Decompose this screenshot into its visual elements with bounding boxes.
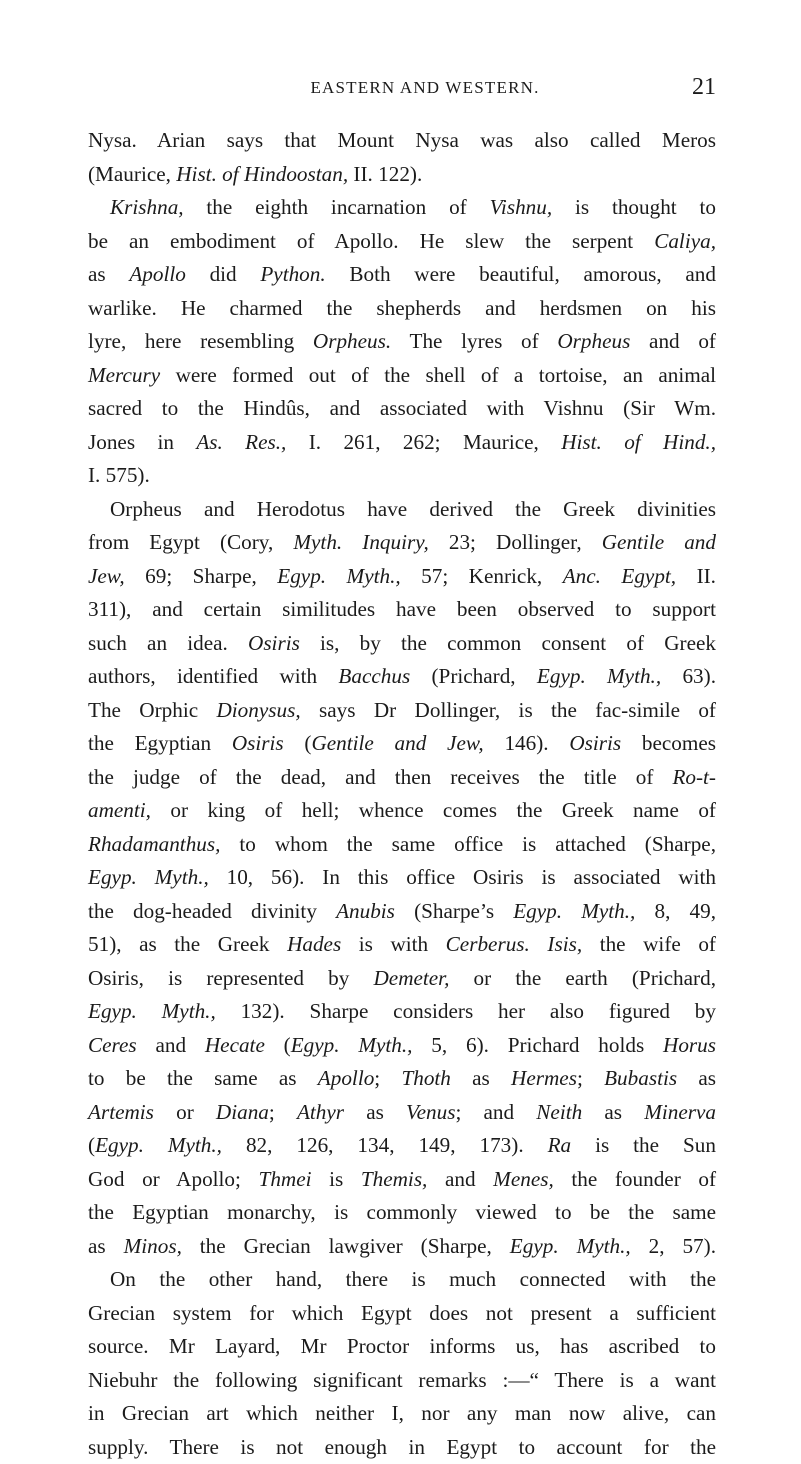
text-line: as Minos, the Grecian lawgiver (Sharpe, Egyp. Myth., 2, 57). [88,1230,716,1264]
text-line: authors, identified with Bacchus (Prichard, Egyp. Myth., 63). [88,660,716,694]
text-line: the judge of the dead, and then receives the title of Ro-t- [88,761,716,795]
text-line: the dog-headed divinity Anubis (Sharpe’s Egyp. Myth., 8, 49, [88,895,716,929]
text-line: source. Mr Layard, Mr Proctor informs us, has ascribed to [88,1330,716,1364]
text-line: to be the same as Apollo; Thoth as Hermes; Bubastis as [88,1062,716,1096]
text-line: Orpheus and Herodotus have derived the Greek divinities [88,493,716,527]
text-line: Niebuhr the following significant remarks :—“ There is a want [88,1364,716,1398]
text-line: as Apollo did Python. Both were beautiful, amorous, and [88,258,716,292]
text-line: the Egyptian monarchy, is commonly viewed to be the same [88,1196,716,1230]
text-line: (Maurice, Hist. of Hindoostan, II. 122). [88,158,716,192]
running-head [88,74,716,104]
text-line: Mercury were formed out of the shell of a tortoise, an animal [88,359,716,393]
running-title: EASTERN AND WESTERN. [88,78,716,98]
text-line: warlike. He charmed the shepherds and herdsmen on his [88,292,716,326]
text-line: Jew, 69; Sharpe, Egyp. Myth., 57; Kenrick, Anc. Egypt, II. [88,560,716,594]
text-line: be an embodiment of Apollo. He slew the serpent Caliya, [88,225,716,259]
text-line: Osiris, is represented by Demeter, or the earth (Prichard, [88,962,716,996]
text-line: God or Apollo; Thmei is Themis, and Menes, the founder of [88,1163,716,1197]
text-line: lyre, here resembling Orpheus. The lyres of Orpheus and of [88,325,716,359]
text-line: supply. There is not enough in Egypt to account for the [88,1431,716,1464]
text-line: Ceres and Hecate (Egyp. Myth., 5, 6). Prichard holds Horus [88,1029,716,1063]
text-line: I. 575). [88,459,716,493]
text-line: in Grecian art which neither I, nor any man now alive, can [88,1397,716,1431]
text-line: Egyp. Myth., 10, 56). In this office Osiris is associated with [88,861,716,895]
text-line: from Egypt (Cory, Myth. Inquiry, 23; Dollinger, Gentile and [88,526,716,560]
text-line: sacred to the Hindûs, and associated with Vishnu (Sir Wm. [88,392,716,426]
text-line: Jones in As. Res., I. 261, 262; Maurice, Hist. of Hind., [88,426,716,460]
text-line: the Egyptian Osiris (Gentile and Jew, 146). Osiris becomes [88,727,716,761]
text-line: such an idea. Osiris is, by the common consent of Greek [88,627,716,661]
text-line: Egyp. Myth., 132). Sharpe considers her also figured by [88,995,716,1029]
text-line: (Egyp. Myth., 82, 126, 134, 149, 173). Ra is the Sun [88,1129,716,1163]
body-text [88,124,716,1464]
page-number: 21 [692,74,716,101]
text-line: Krishna, the eighth incarnation of Vishnu, is thought to [88,191,716,225]
text-line: 311), and certain similitudes have been observed to support [88,593,716,627]
text-line: Grecian system for which Egypt does not present a sufficient [88,1297,716,1331]
text-line: The Orphic Dionysus, says Dr Dollinger, is the fac-simile of [88,694,716,728]
text-line: 51), as the Greek Hades is with Cerberus. Isis, the wife of [88,928,716,962]
text-line: amenti, or king of hell; whence comes the Greek name of [88,794,716,828]
text-line: Rhadamanthus, to whom the same office is attached (Sharpe, [88,828,716,862]
text-line: On the other hand, there is much connected with the [88,1263,716,1297]
text-line: Nysa. Arian says that Mount Nysa was also called Meros [88,124,716,158]
text-line: Artemis or Diana; Athyr as Venus; and Neith as Minerva [88,1096,716,1130]
